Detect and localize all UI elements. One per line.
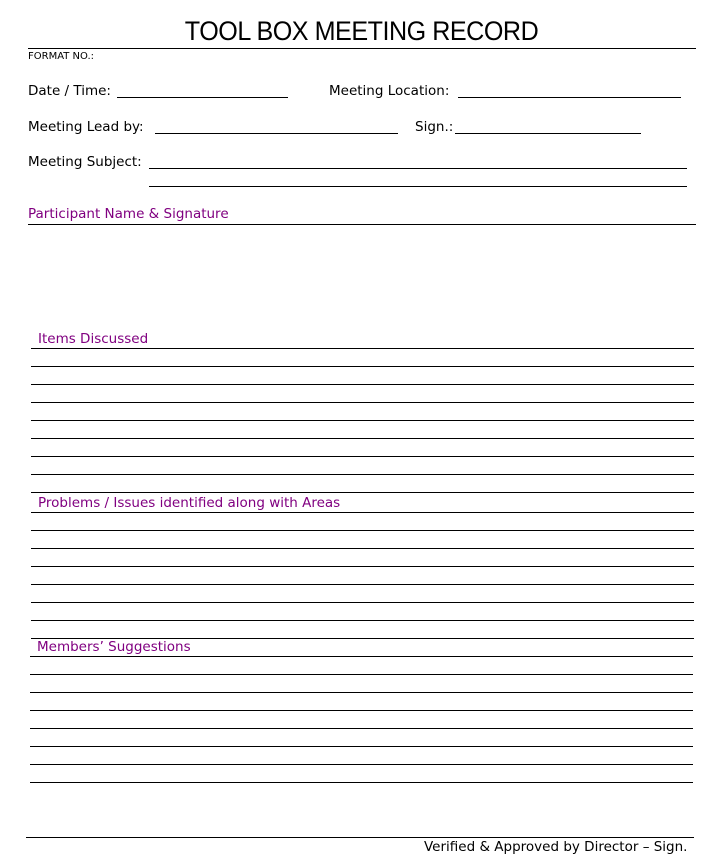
meeting-subject-label: Meeting Subject: [28,154,142,170]
problems-line[interactable] [31,566,694,567]
problems-line[interactable] [31,584,694,585]
suggestions-line[interactable] [30,764,693,765]
items-discussed-line[interactable] [31,474,694,475]
problems-heading: Problems / Issues identified along with Areas [38,495,341,511]
date-time-label: Date / Time: [28,83,111,99]
problems-line[interactable] [31,530,694,531]
participants-area[interactable] [28,226,696,326]
title-underline [28,48,696,49]
items-discussed-line[interactable] [31,402,694,403]
sign-label: Sign.: [415,119,454,135]
items-discussed-line[interactable] [31,438,694,439]
problems-line[interactable] [31,548,694,549]
items-discussed-line[interactable] [31,366,694,367]
items-discussed-line[interactable] [31,384,694,385]
participants-heading: Participant Name & Signature [28,206,229,222]
participants-rule [28,224,696,225]
date-time-field[interactable] [117,97,288,98]
meeting-lead-label: Meeting Lead by: [28,119,144,135]
meeting-location-label: Meeting Location: [329,83,450,99]
suggestions-line[interactable] [30,656,693,657]
items-discussed-line[interactable] [31,456,694,457]
problems-line[interactable] [31,620,694,621]
format-no-label: FORMAT NO.: [28,51,95,62]
items-discussed-line[interactable] [31,492,694,493]
footer-rule [26,837,694,838]
suggestions-line[interactable] [30,710,693,711]
items-discussed-line[interactable] [31,420,694,421]
page-title: TOOL BOX MEETING RECORD [184,16,539,46]
suggestions-line[interactable] [30,674,693,675]
items-discussed-heading: Items Discussed [38,331,149,347]
suggestions-line[interactable] [30,728,693,729]
approval-signature-label: Verified & Approved by Director – Sign. [424,839,688,855]
problems-line[interactable] [31,512,694,513]
meeting-subject-field-line-1[interactable] [149,168,687,169]
suggestions-heading: Members’ Suggestions [37,639,191,655]
meeting-subject-field-line-2[interactable] [149,186,687,187]
suggestions-line[interactable] [30,746,693,747]
meeting-lead-field[interactable] [155,133,398,134]
sign-field[interactable] [455,133,641,134]
suggestions-line[interactable] [30,782,693,783]
items-discussed-line[interactable] [31,348,694,349]
meeting-location-field[interactable] [458,97,681,98]
suggestions-line[interactable] [30,692,693,693]
problems-line[interactable] [31,602,694,603]
